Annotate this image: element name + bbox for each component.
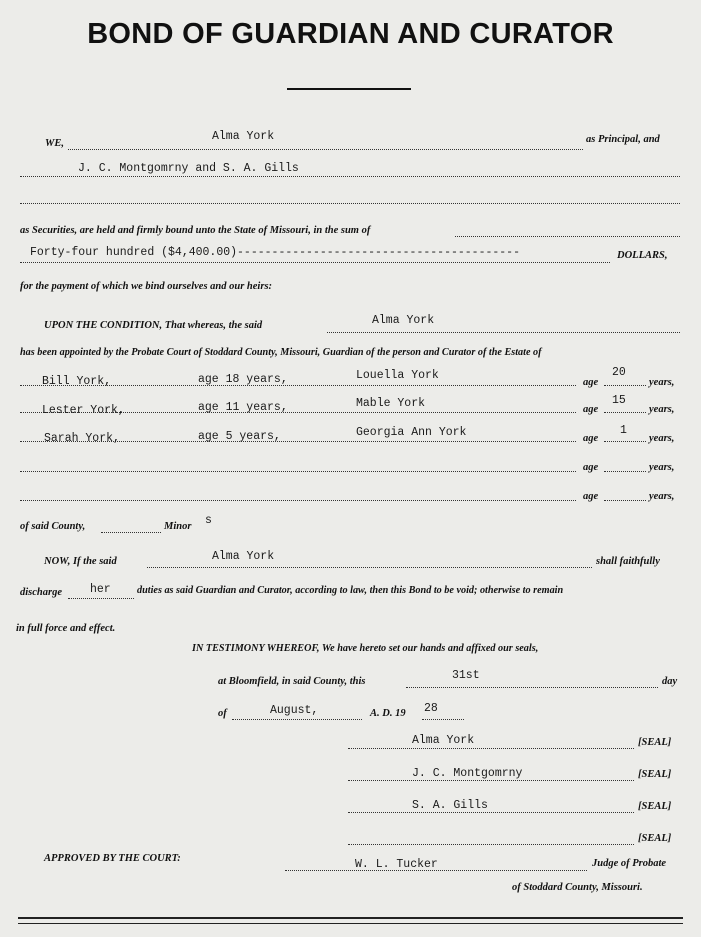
as-principal-label: as Principal, and xyxy=(586,134,660,145)
minor-6-age: 1 xyxy=(620,424,627,437)
age-rule-2 xyxy=(604,412,646,413)
signature-line-4 xyxy=(348,844,634,845)
testimony-text: IN TESTIMONY WHEREOF, We have hereto set our hands and affixed our seals, xyxy=(192,643,539,654)
condition-rule xyxy=(327,332,680,333)
minor-label: Minor xyxy=(164,521,192,532)
age-label-5: age xyxy=(583,491,599,502)
faithfully-label: shall faithfully xyxy=(596,556,660,567)
approved-label: APPROVED BY THE COURT: xyxy=(44,853,181,864)
minor-rule-4 xyxy=(20,471,576,472)
age-label-4: age xyxy=(583,462,599,473)
age-label-1: age xyxy=(583,377,599,388)
seal-label-3: [SEAL] xyxy=(638,801,672,812)
principal-rule xyxy=(68,149,583,150)
judge-name: W. L. Tucker xyxy=(355,858,438,871)
signature-line-1 xyxy=(348,748,634,749)
years-label-2: years, xyxy=(649,404,675,415)
of-label: of xyxy=(218,708,227,719)
dollars-label: DOLLARS, xyxy=(617,250,668,261)
minor-suffix: s xyxy=(205,514,212,527)
discharge-rule xyxy=(68,598,134,599)
month-rule xyxy=(232,719,362,720)
judge-county: of Stoddard County, Missouri. xyxy=(512,882,643,893)
now-name: Alma York xyxy=(212,550,275,563)
payment-text: for the payment of which we bind ourselves and our heirs: xyxy=(20,281,273,292)
minor-rule-5 xyxy=(20,500,576,501)
signature-line-2 xyxy=(348,780,634,781)
years-label-4: years, xyxy=(649,462,675,473)
now-rule xyxy=(147,567,592,568)
age-rule-3 xyxy=(604,441,646,442)
years-label-5: years, xyxy=(649,491,675,502)
signer-1: Alma York xyxy=(412,734,475,747)
judge-title: Judge of Probate xyxy=(592,858,667,869)
condition-name: Alma York xyxy=(372,314,435,327)
we-label: WE, xyxy=(45,138,64,149)
now-label: NOW, If the said xyxy=(44,556,117,567)
age-rule-4 xyxy=(604,471,646,472)
year-value: 28 xyxy=(424,702,438,715)
years-label-1: years, xyxy=(649,377,675,388)
minor-1-age: age 18 years, xyxy=(198,373,288,386)
county-label: of said County, xyxy=(20,521,86,532)
minor-5-age: age 5 years, xyxy=(198,430,281,443)
ad-label: A. D. 19 xyxy=(370,708,406,719)
seal-label-2: [SEAL] xyxy=(638,769,672,780)
minor-4-name: Mable York xyxy=(356,397,426,410)
signer-3: S. A. Gills xyxy=(412,799,488,812)
signature-line-3 xyxy=(348,812,634,813)
day-label: day xyxy=(662,676,678,687)
minor-2-name: Louella York xyxy=(356,369,439,382)
sum-text: Forty-four hundred ($4,400.00)----------------------------------------- xyxy=(30,246,520,259)
minor-3-age: age 11 years, xyxy=(198,401,288,414)
seal-label-4: [SEAL] xyxy=(638,833,672,844)
minor-6-name: Georgia Ann York xyxy=(356,426,467,439)
discharge-pronoun: her xyxy=(90,583,111,596)
minor-5-name: Sarah York, xyxy=(44,432,120,445)
age-label-3: age xyxy=(583,433,599,444)
minor-1-name: Bill York, xyxy=(42,375,112,388)
condition-label: UPON THE CONDITION, That whereas, the said xyxy=(44,320,263,331)
sum-rule-1 xyxy=(455,236,680,237)
securities-names: J. C. Montgomrny and S. A. Gills xyxy=(78,162,299,175)
minor-2-age: 20 xyxy=(612,366,626,379)
age-rule-5 xyxy=(604,500,646,501)
month-value: August, xyxy=(270,704,319,717)
seal-label-1: [SEAL] xyxy=(638,737,672,748)
appointed-text: has been appointed by the Probate Court of Stoddard County, Missouri, Guardian of the person and Curator of the Estate of xyxy=(20,347,542,358)
discharge-label: discharge xyxy=(20,587,62,598)
day-value: 31st xyxy=(452,669,480,682)
county-rule xyxy=(101,532,161,533)
bloomfield-text: at Bloomfield, in said County, this xyxy=(218,676,366,687)
blank-rule-1 xyxy=(20,203,680,204)
title-underline xyxy=(287,88,411,90)
document-title: BOND OF GUARDIAN AND CURATOR xyxy=(87,18,614,50)
principal-name: Alma York xyxy=(212,130,275,143)
age-label-2: age xyxy=(583,404,599,415)
securities-rule xyxy=(20,176,680,177)
force-text: in full force and effect. xyxy=(16,623,116,634)
minor-3-name: Lester York, xyxy=(42,404,125,417)
sum-rule-2 xyxy=(20,262,610,263)
bottom-rule-1 xyxy=(18,917,683,919)
day-rule xyxy=(406,687,658,688)
signer-2: J. C. Montgomrny xyxy=(412,767,523,780)
securities-text: as Securities, are held and firmly bound unto the State of Missouri, in the sum of xyxy=(20,225,371,236)
duties-text: duties as said Guardian and Curator, according to law, then this Bond to be void; otherwise to remain xyxy=(137,585,564,596)
minor-4-age: 15 xyxy=(612,394,626,407)
bottom-rule-2 xyxy=(18,923,683,924)
years-label-3: years, xyxy=(649,433,675,444)
year-rule xyxy=(422,719,464,720)
age-rule-1 xyxy=(604,385,646,386)
